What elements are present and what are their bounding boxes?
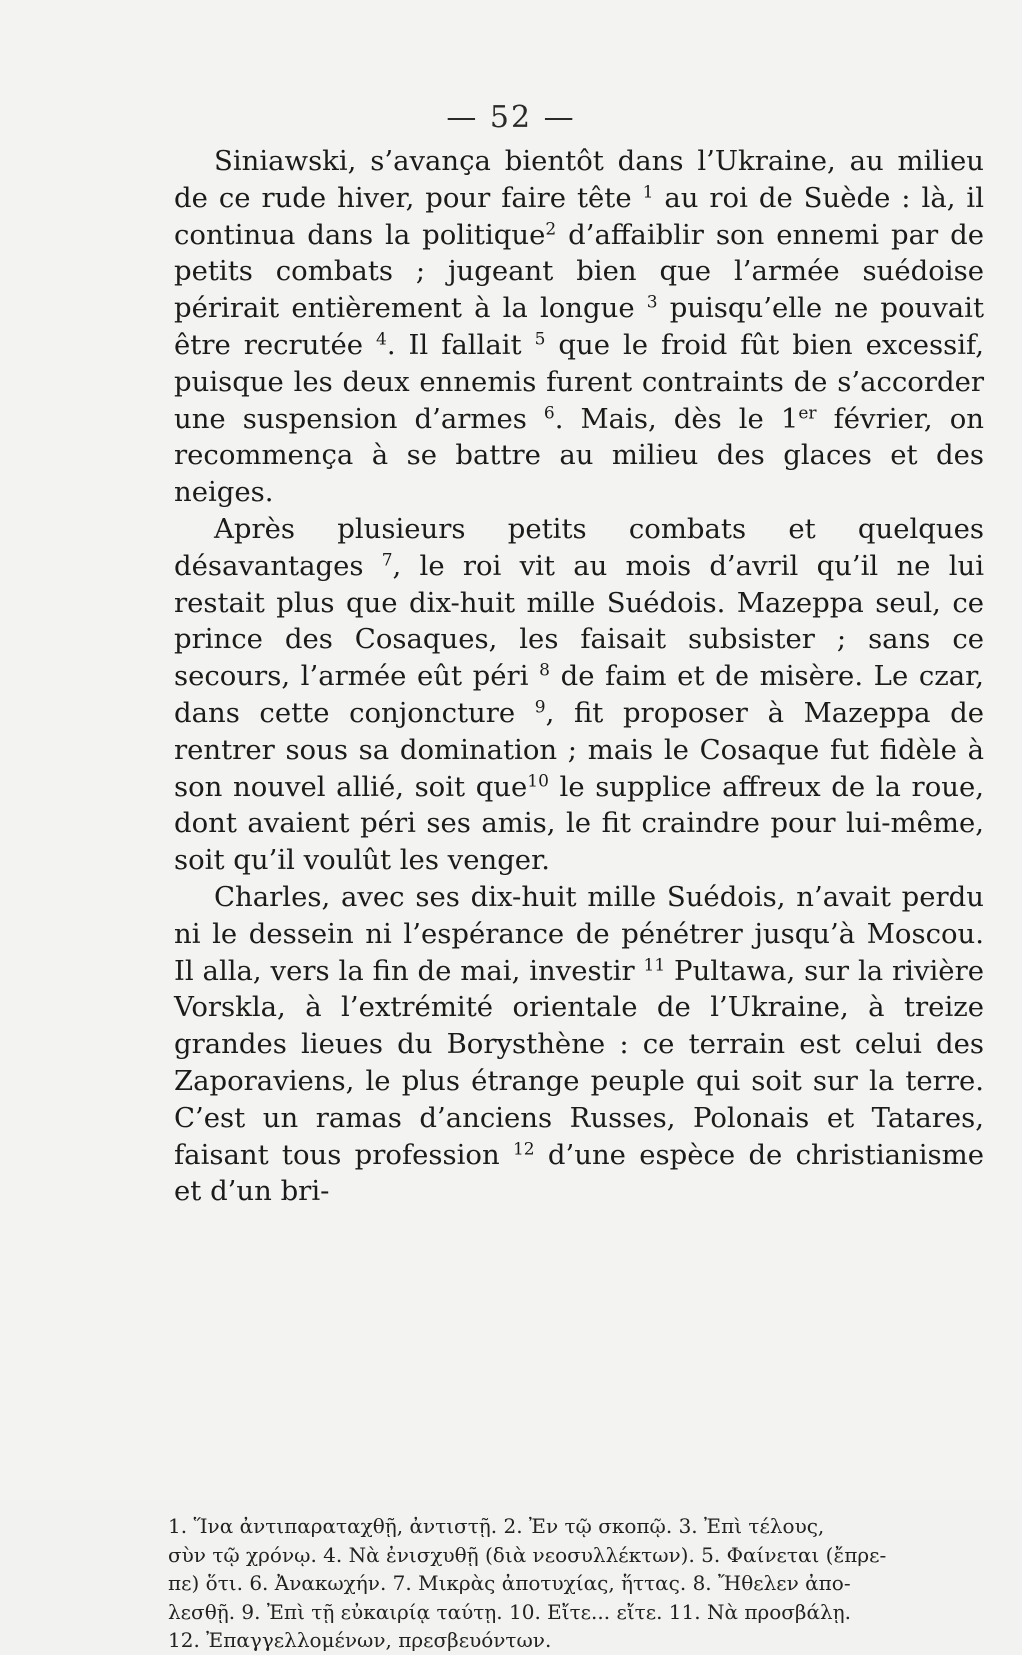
paragraph-2 xyxy=(174,511,984,879)
footnote-marker: 11 xyxy=(643,955,666,976)
footnote-marker: 6 xyxy=(543,403,555,424)
body-text xyxy=(174,143,984,1210)
footnote-line: 12. Ἐπαγγελλομένων, πρεσβευόντων. xyxy=(168,1628,552,1652)
footnote-marker: 7 xyxy=(381,550,393,571)
footnote-marker: 8 xyxy=(539,660,550,681)
text-run: Après plusieurs petits combats et quelques désavantages xyxy=(174,512,984,582)
text-run: le supplice affreux de la roue, dont avaient péri ses amis, le fit craindre pour lui-même, soit qu’il voulût les venger. xyxy=(174,770,984,877)
footnote-line: πε) ὅτι. 6. Ἀνακωχήν. 7. Μικρὰς ἀποτυχίας, ἥττας. 8. Ἤθελεν ἀπο- xyxy=(168,1571,851,1595)
text-run: février, on recommença à se battre au milieu des glaces et des neiges. xyxy=(174,402,984,509)
footnote-line: σὺν τῷ χρόνῳ. 4. Νὰ ἐνισχυθῇ (διὰ νεοσυλλέκτων). 5. Φαίνεται (ἔπρε- xyxy=(168,1542,887,1567)
text-run: Pultawa, sur la rivière Vorskla, à l’extrémité orientale de l’Ukraine, à treize grandes lieues du Borysthène : ce terrain est celui des Zaporaviens, le plus étrange peuple qui soit sur la terre. C’est un ramas d’anciens Russes, Polonais et Tatares, faisant tous profession xyxy=(174,954,984,1171)
paragraph-3 xyxy=(174,879,984,1210)
text-run: d’affaiblir son ennemi par de petits combats ; jugeant bien que l’armée suédoise périrait entièrement à la longue xyxy=(174,218,984,325)
footnote-marker: 12 xyxy=(512,1139,535,1160)
text-run: que le froid fût bien excessif, puisque les deux ennemis furent contraints de s’accorder une suspension d’armes xyxy=(174,328,985,435)
footnote-marker: 3 xyxy=(646,292,658,313)
text-run: . Il fallait xyxy=(386,328,535,361)
text-run: , fit proposer à Mazeppa de rentrer sous sa domination ; mais le Cosaque fut fidèle à son nouvel allié, soit que xyxy=(174,696,984,803)
footnotes xyxy=(168,1512,986,1655)
paragraph-1 xyxy=(174,143,984,511)
text-run: de faim et de misère. Le czar, dans cette conjoncture xyxy=(174,660,984,729)
footnote-line: 1. Ἵνα ἀντιπαραταχθῇ, ἀντιστῇ. 2. Ἐν τῷ σκοπῷ. 3. Ἐπὶ τέλους, xyxy=(168,1514,825,1538)
footnote-line: λεσθῇ. 9. Ἐπὶ τῇ εὐκαιρίᾳ ταύτῃ. 10. Εἴτε... εἴτε. 11. Νὰ προσβάλῃ. xyxy=(168,1599,852,1624)
footnote-marker: 2 xyxy=(545,219,557,240)
footnote-marker: 10 xyxy=(527,771,549,792)
text-run: Charles, avec ses dix-huit mille Suédois, n’avait perdu ni le dessein ni l’espérance de pénétrer jusqu’à Moscou. Il alla, vers la fin de mai, investir xyxy=(174,880,984,987)
text-run: Siniawski, s’avança bientôt dans l’Ukraine, au milieu de ce rude hiver, pour faire tête xyxy=(174,145,984,214)
page-number: — 52 — xyxy=(446,100,576,135)
footnote-marker: 5 xyxy=(534,329,546,350)
footnote-marker: 9 xyxy=(534,697,546,718)
text-run: puisqu’elle ne pouvait être recrutée xyxy=(174,292,984,361)
text-run: , le roi vit au mois d’avril qu’il ne lui restait plus que dix-huit mille Suédois. Mazeppa seul, ce prince des Cosaques, les faisait subsister ; sans ce secours, l’armée eût péri xyxy=(174,549,984,693)
footnote-marker: 1 xyxy=(642,182,654,203)
text-run: . Mais, dès le 1 xyxy=(554,402,799,435)
text-run: d’une espèce de christianisme et d’un bri- xyxy=(174,1138,984,1208)
footnote-marker: 4 xyxy=(376,329,387,350)
footnote-marker: er xyxy=(798,403,817,424)
text-run: au roi de Suède : là, il continua dans la politique xyxy=(174,181,984,251)
